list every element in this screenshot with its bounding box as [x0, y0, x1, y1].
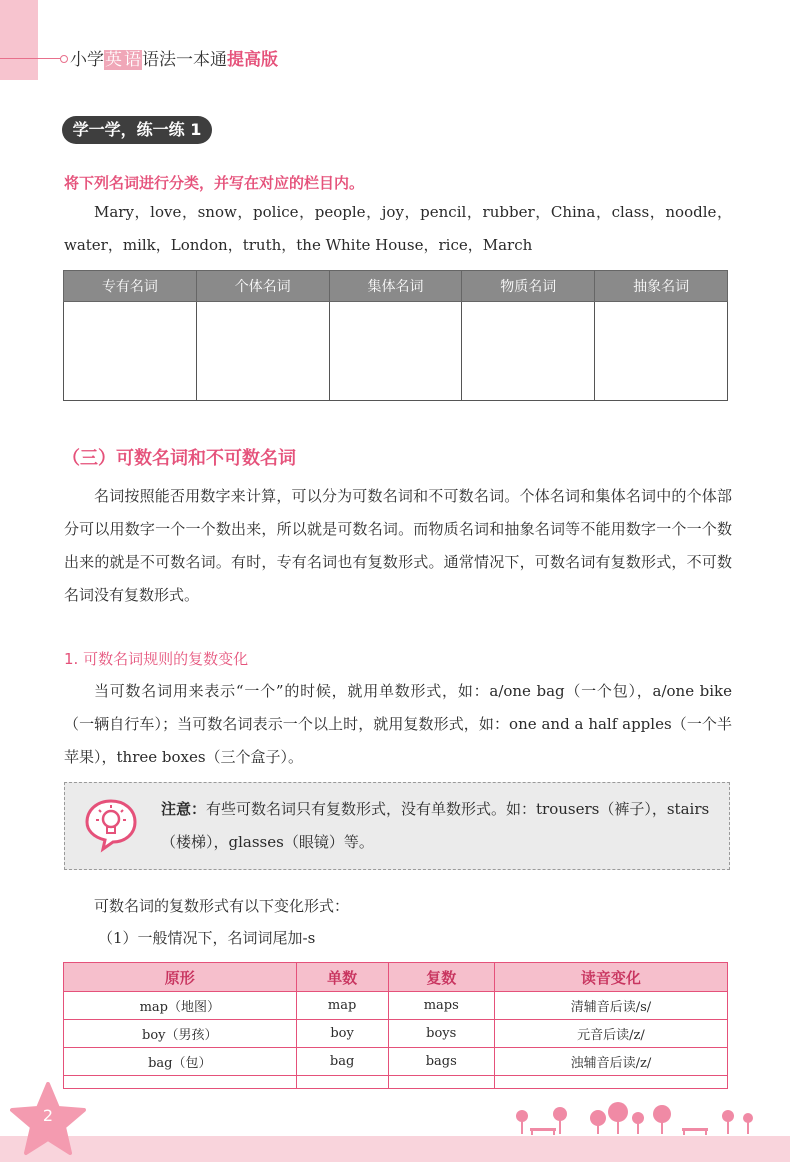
- section-paragraph: 名词按照能否用数字来计算，可以分为可数名词和不可数名词。个体名词和集体名词中的个体部分可以用数字一个一个数出来，所以就是可数名词。而物质名词和抽象名词等不能用数字一个一个数出来的就是不可数名词。有时，专有名词也有复数形式。通常情况下，可数名词有复数形式，不可数名词没有复数形式。: [64, 487, 732, 604]
- answer-cell[interactable]: [329, 302, 462, 401]
- cell-base: boy（男孩）: [64, 1020, 297, 1048]
- cell-singular: bag: [296, 1048, 388, 1076]
- cell-plural: boys: [388, 1020, 494, 1048]
- cell-pronunciation: 清辅音后读/s/: [494, 992, 727, 1020]
- note-body: 有些可数名词只有复数形式，没有单数形式。如：trousers（裤子），stairs（楼梯），glasses（眼镜）等。: [161, 800, 710, 851]
- classification-answer-row: [64, 302, 728, 401]
- title-highlight-2: 语: [124, 50, 141, 70]
- note-text: [161, 793, 721, 859]
- cell-pronunciation: 元音后读/z/: [494, 1020, 727, 1048]
- plural-intro: 可数名词的复数形式有以下变化形式：: [94, 897, 350, 915]
- practice-pill: 学一学，练一练 1: [62, 116, 212, 144]
- cell-base: map（地图）: [64, 992, 297, 1020]
- cell-base: bag（包）: [64, 1048, 297, 1076]
- section-title: （三）可数名词和不可数名词: [62, 448, 296, 469]
- col-material-noun: 物质名词: [462, 271, 595, 302]
- col-abstract-noun: 抽象名词: [595, 271, 728, 302]
- practice-instruction: 将下列名词进行分类，并写在对应的栏目内。: [64, 174, 365, 192]
- answer-cell[interactable]: [595, 302, 728, 401]
- book-title: [70, 45, 278, 70]
- note-label: 注意：: [161, 800, 207, 818]
- col-proper-noun: 专有名词: [64, 271, 197, 302]
- classification-table: [63, 270, 728, 401]
- subsection-title: 1. 可数名词规则的复数变化: [64, 650, 249, 668]
- subsection-paragraph: 当可数名词用来表示“一个”的时候，就用单数形式，如：a/one bag（一个包），a/one bike（一辆自行车）；当可数名词表示一个以上时，就用复数形式，如：one and a half apples（一个半苹果），three boxes（三个盒子）。: [64, 682, 732, 766]
- header-line: [0, 58, 62, 59]
- park-decoration-icon: [500, 1098, 760, 1138]
- page-number: 2: [42, 1106, 54, 1125]
- classification-header-row: [64, 271, 728, 302]
- header-corner-block: [0, 0, 38, 80]
- col-singular: 单数: [296, 963, 388, 992]
- table-row: [64, 1020, 728, 1048]
- note-box: [64, 782, 730, 870]
- word-list: Mary，love，snow，police，people，joy，pencil，rubber，China，class，noodle，water，milk，London，truth，the White House，rice，March: [64, 203, 732, 254]
- table-padding-row: [64, 1076, 728, 1089]
- col-base-form: 原形: [64, 963, 297, 992]
- cell-singular: map: [296, 992, 388, 1020]
- header-dot: [60, 55, 68, 63]
- col-pronunciation: 读音变化: [494, 963, 727, 992]
- col-individual-noun: 个体名词: [196, 271, 329, 302]
- col-collective-noun: 集体名词: [329, 271, 462, 302]
- cell-plural: maps: [388, 992, 494, 1020]
- answer-cell[interactable]: [64, 302, 197, 401]
- title-highlight-1: 英: [105, 50, 122, 70]
- cell-singular: boy: [296, 1020, 388, 1048]
- title-pre: 小学: [70, 50, 104, 70]
- title-mid: 语法一本通: [142, 50, 227, 70]
- plural-header-row: [64, 963, 728, 992]
- title-edition: 提高版: [227, 50, 278, 70]
- cell-pronunciation: 浊辅音后读/z/: [494, 1048, 727, 1076]
- answer-cell[interactable]: [196, 302, 329, 401]
- table-row: [64, 1048, 728, 1076]
- cell-plural: bags: [388, 1048, 494, 1076]
- answer-cell[interactable]: [462, 302, 595, 401]
- lightbulb-icon: [83, 797, 139, 853]
- footer-band: [0, 1136, 790, 1162]
- plural-rule-1: （1）一般情况下，名词词尾加-s: [98, 929, 316, 947]
- table-row: [64, 992, 728, 1020]
- col-plural: 复数: [388, 963, 494, 992]
- plural-table: [63, 962, 728, 1089]
